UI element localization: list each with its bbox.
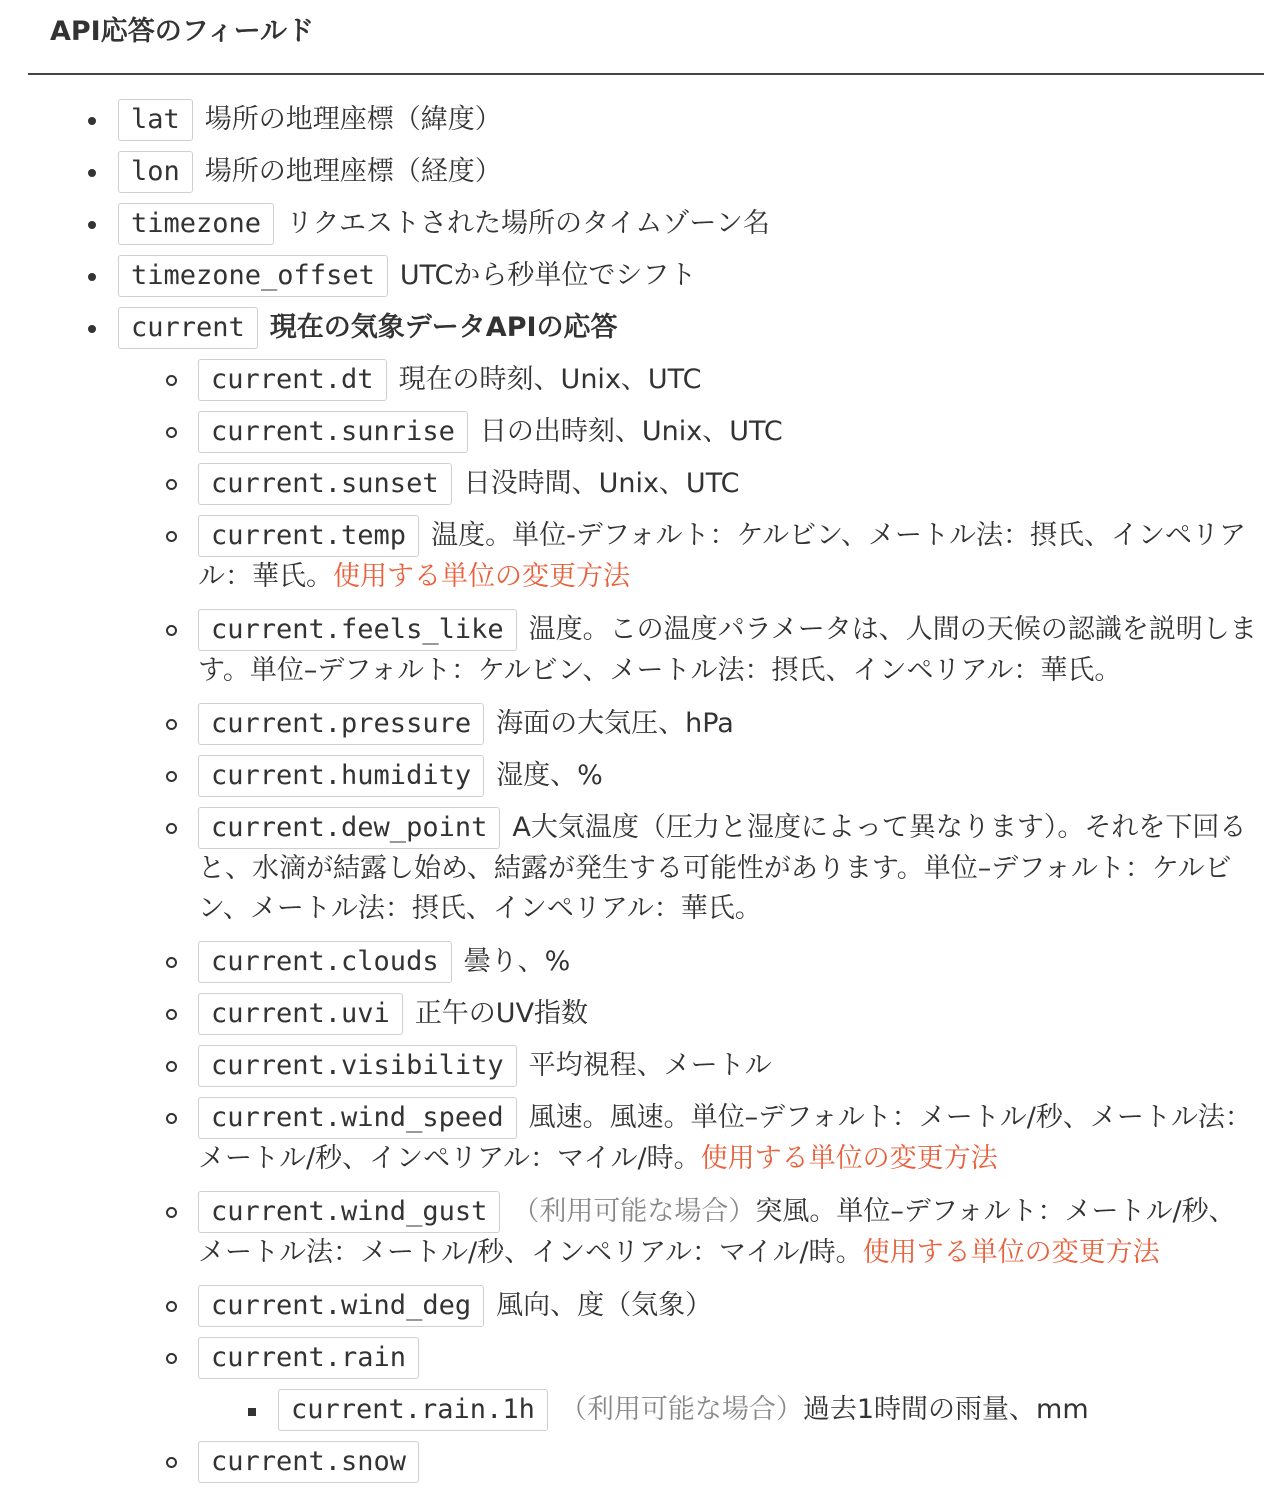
list-item-current-clouds <box>198 941 1258 983</box>
field-description: 場所の地理座標（経度） <box>204 156 502 187</box>
list-item-current-uvi <box>198 993 1258 1035</box>
availability-note: （利用可能な場合） <box>559 1394 803 1425</box>
list-item-current-dew-point <box>198 807 1258 929</box>
list-item-current-rain <box>198 1337 1258 1431</box>
list-item-current-rain-1h <box>278 1389 1258 1431</box>
units-change-link[interactable]: 使用する単位の変更方法 <box>862 1237 1160 1268</box>
availability-note: （利用可能な場合） <box>512 1196 756 1227</box>
field-description: 風速。風速。単位–デフォルト：メートル/秒、メートル法：メートル/秒、インペリアル：マイル/時。 <box>198 1102 1252 1174</box>
bullet-icon <box>166 1353 177 1364</box>
field-description: 正午のUV指数 <box>414 998 589 1029</box>
list-item-current-temp <box>198 515 1258 597</box>
field-description: 過去1時間の雨量、mm <box>802 1394 1089 1425</box>
list-item-timezone <box>118 203 1258 245</box>
bullet-icon <box>88 169 96 177</box>
bullet-icon <box>166 823 177 834</box>
list-item-current-wind-deg <box>198 1285 1258 1327</box>
bullet-icon <box>88 325 96 333</box>
field-description: 曇り、% <box>463 946 571 977</box>
bullet-icon <box>88 273 96 281</box>
bullet-icon <box>166 1457 177 1468</box>
field-code: current.visibility <box>198 1045 517 1087</box>
bullet-icon <box>166 375 177 386</box>
field-description: 日没時間、Unix、UTC <box>463 468 740 499</box>
bullet-icon <box>166 1301 177 1312</box>
units-change-link[interactable]: 使用する単位の変更方法 <box>700 1143 998 1174</box>
field-code: current.pressure <box>198 703 484 745</box>
field-description: UTCから秒単位でシフト <box>399 260 697 291</box>
field-description: 海面の大気圧、hPa <box>496 708 734 739</box>
field-code: current.humidity <box>198 755 484 797</box>
field-code: current.uvi <box>198 993 403 1035</box>
list-item-current-wind-speed <box>198 1097 1258 1179</box>
field-description: 突風。単位–デフォルト：メートル/秒、メートル法：メートル/秒、インペリアル：マイル/時。 <box>198 1196 1236 1268</box>
field-code: current.snow <box>198 1441 419 1483</box>
bullet-icon <box>166 479 177 490</box>
field-code: timezone_offset <box>118 255 388 297</box>
field-description: A大気温度（圧力と湿度によって異なります）。それを下回ると、水滴が結露し始め、結露が発生する可能性があります。単位–デフォルト：ケルビン、メートル法：摂氏、インペリアル：華氏。 <box>198 812 1247 924</box>
list-item-current-visibility <box>198 1045 1258 1087</box>
field-code: timezone <box>118 203 274 245</box>
bullet-icon <box>166 719 177 730</box>
field-description: 日の出時刻、Unix、UTC <box>479 416 783 447</box>
heading-divider <box>28 73 1264 75</box>
rain-fields-list <box>278 1389 1258 1431</box>
field-description: 平均視程、メートル <box>528 1050 772 1081</box>
list-item-current-feels-like <box>198 609 1258 691</box>
bullet-icon <box>166 531 177 542</box>
bullet-icon <box>166 1207 177 1218</box>
list-item-current-wind-gust <box>198 1191 1258 1273</box>
bullet-icon <box>166 771 177 782</box>
field-description: 現在の気象データAPIの応答 <box>269 312 618 343</box>
field-code: current.temp <box>198 515 419 557</box>
field-code: current.wind_deg <box>198 1285 484 1327</box>
field-description: 湿度、% <box>496 760 603 791</box>
field-description: 風向、度（気象） <box>496 1290 713 1321</box>
field-code: current.dt <box>198 359 387 401</box>
current-fields-list <box>198 359 1258 1483</box>
field-code: current.rain <box>198 1337 419 1379</box>
field-code: current.sunrise <box>198 411 468 453</box>
field-description: 場所の地理座標（緯度） <box>204 104 502 135</box>
list-item-current-dt <box>198 359 1258 401</box>
list-item-current <box>118 307 1258 1483</box>
field-code: lon <box>118 151 193 193</box>
bullet-icon <box>88 117 96 125</box>
bullet-icon <box>166 1061 177 1072</box>
field-code: current.dew_point <box>198 807 500 849</box>
list-item-current-sunrise <box>198 411 1258 453</box>
units-change-link[interactable]: 使用する単位の変更方法 <box>333 561 630 592</box>
field-description: 温度。この温度パラメータは、人間の天候の認識を説明します。単位–デフォルト：ケルビン、メートル法：摂氏、インペリアル：華氏。 <box>198 614 1257 686</box>
list-item-current-snow <box>198 1441 1258 1483</box>
field-code: current.wind_gust <box>198 1191 500 1233</box>
section-title: API応答のフィールド <box>50 16 315 47</box>
field-code: lat <box>118 99 193 141</box>
field-code: current.sunset <box>198 463 452 505</box>
bullet-icon <box>166 957 177 968</box>
list-item-current-humidity <box>198 755 1258 797</box>
response-fields-list <box>118 99 1258 1493</box>
list-item-lon <box>118 151 1258 193</box>
field-description: 温度。単位-デフォルト：ケルビン、メートル法：摂氏、インペリアル：華氏。 <box>198 520 1246 592</box>
list-item-lat <box>118 99 1258 141</box>
field-code: current.wind_speed <box>198 1097 517 1139</box>
list-item-current-sunset <box>198 463 1258 505</box>
field-code: current.feels_like <box>198 609 517 651</box>
bullet-icon <box>166 625 177 636</box>
bullet-icon <box>166 1009 177 1020</box>
bullet-icon <box>166 427 177 438</box>
list-item-current-pressure <box>198 703 1258 745</box>
bullet-icon <box>248 1408 256 1416</box>
field-description: 現在の時刻、Unix、UTC <box>398 364 702 395</box>
field-code: current.rain.1h <box>278 1389 548 1431</box>
field-code: current <box>118 307 258 349</box>
field-code: current.clouds <box>198 941 452 983</box>
list-item-timezone-offset <box>118 255 1258 297</box>
bullet-icon <box>88 221 96 229</box>
field-description: リクエストされた場所のタイムゾーン名 <box>286 208 770 239</box>
bullet-icon <box>166 1113 177 1124</box>
